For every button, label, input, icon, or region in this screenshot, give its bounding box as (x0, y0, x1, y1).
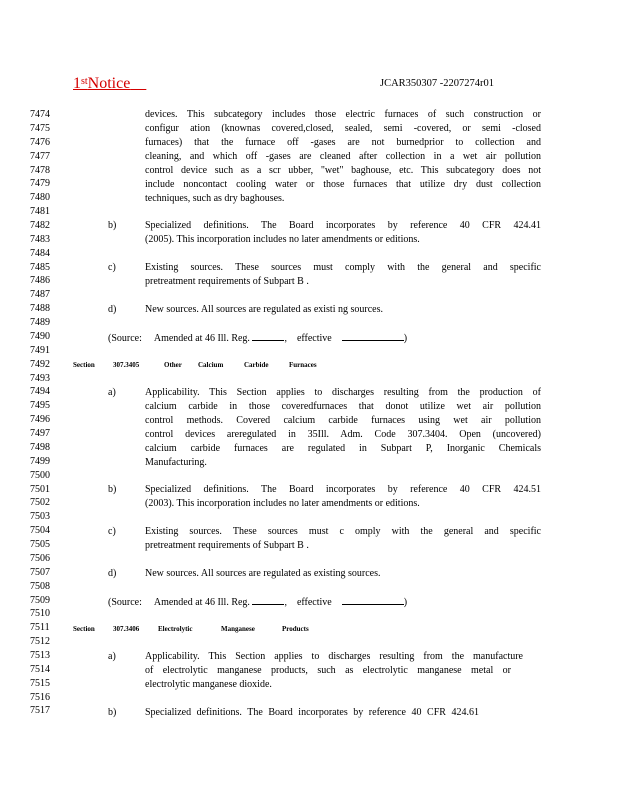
text-line-7494: Applicability. This Section applies to discharges resulting from the production of (145, 387, 541, 398)
notice-number: 1 (73, 75, 81, 92)
text-line-7498: calcium carbide furnaces are regulated in Subpart P, Inorganic Chemicals (145, 443, 541, 454)
line-number: 7514 (30, 663, 50, 675)
text-line-7502: (2003). This incorporation includes no later amendments or editions. (145, 498, 420, 509)
section-title-word: Products (282, 625, 309, 633)
section-title-word: Electrolytic (158, 625, 193, 633)
text-line-7497: control devices areregulated in 35Ill. Adm. Code 307.3404. Open (uncovered) (145, 429, 541, 440)
line-number: 7490 (30, 330, 50, 342)
line-number: 7510 (30, 608, 50, 620)
line-number: 7476 (30, 136, 50, 148)
line-number: 7487 (30, 289, 50, 301)
effective-date-blank (342, 595, 404, 605)
line-number: 7489 (30, 317, 50, 328)
line-number: 7482 (30, 220, 50, 231)
source-note: (Source: Amended at 46 Ill. Reg. , effective ) (108, 333, 408, 344)
line-number: 7494 (30, 386, 50, 398)
text-line-7504: Existing sources. These sources must c omply with the general and specific (145, 526, 541, 537)
text-line-7478: control device such as a scr ubber, "wet" baghouse, etc. This subcategory does not (145, 165, 541, 176)
line-number: 7501 (30, 483, 50, 495)
subsection-label-a: a) (108, 651, 116, 662)
line-number: 7504 (30, 525, 50, 537)
section-number: 307.3405 (113, 361, 140, 369)
section-word: Section (73, 625, 95, 633)
text-line-7486: pretreatment requirements of Subpart B . (145, 276, 309, 287)
text-line-7477: cleaning, and which off -gases are cleaned after collection in a wet air pollution (145, 151, 541, 162)
line-number: 7495 (30, 400, 50, 412)
text-line-7507: New sources. All sources are regulated as existing sources. (145, 568, 381, 579)
section-title-word: Furnaces (289, 361, 317, 369)
jcar-code: JCAR350307 -2207274r01 (380, 78, 495, 89)
line-number: 7493 (30, 372, 50, 384)
line-number: 7474 (30, 109, 50, 120)
line-number: 7513 (30, 649, 50, 661)
text-line-7496: control methods. Covered calcium carbide furnaces using wet air pollution (145, 415, 541, 426)
subsection-label-d: d) (108, 304, 117, 315)
subsection-label-b: b) (108, 707, 117, 718)
reg-blank (252, 331, 284, 341)
subsection-label-c: c) (108, 526, 116, 537)
line-number: 7515 (30, 677, 50, 689)
line-number: 7506 (30, 552, 50, 564)
line-number: 7499 (30, 455, 50, 467)
line-number: 7500 (30, 469, 50, 481)
line-number: 7486 (30, 275, 50, 287)
text-line-7482: Specialized definitions. The Board incorporates by reference 40 CFR 424.41 (145, 220, 541, 231)
section-title-word: Calcium (198, 361, 224, 369)
source-effective: effective (296, 597, 332, 608)
text-line-7499: Manufacturing. (145, 457, 207, 468)
subsection-label-b: b) (108, 484, 117, 495)
line-number: 7483 (30, 233, 50, 245)
subsection-label-b: b) (108, 220, 117, 231)
section-word: Section (73, 361, 95, 369)
line-number: 7492 (30, 358, 50, 370)
section-number: 307.3406 (113, 625, 140, 633)
line-number: 7511 (30, 622, 50, 634)
line-number: 7480 (30, 192, 50, 204)
line-number: 7488 (30, 303, 50, 315)
text-line-7483: (2005). This incorporation includes no later amendments or editions. (145, 234, 420, 245)
section-title-word: Other (164, 361, 182, 369)
line-number: 7508 (30, 580, 50, 592)
subsection-label-a: a) (108, 387, 116, 398)
line-number: 7497 (30, 428, 50, 439)
source-close: ) (403, 333, 408, 344)
line-number: 7481 (30, 206, 50, 218)
line-number: 7491 (30, 344, 50, 356)
section-title-word: Manganese (221, 625, 255, 633)
text-line-7474: devices. This subcategory includes those electric furnaces of such construction or (145, 109, 541, 120)
text-line-7488: New sources. All sources are regulated as existi ng sources. (145, 304, 383, 315)
source-prefix: (Source: (108, 333, 142, 344)
line-number: 7484 (30, 247, 50, 259)
line-number: 7517 (30, 705, 50, 717)
line-number: 7505 (30, 539, 50, 550)
line-number: 7498 (30, 441, 50, 453)
source-close: ) (403, 597, 408, 608)
text-line-7505: pretreatment requirements of Subpart B . (145, 540, 309, 551)
line-number: 7496 (30, 414, 50, 426)
source-note: (Source: Amended at 46 Ill. Reg. , effective ) (108, 597, 408, 608)
line-number: 7512 (30, 636, 50, 648)
text-line-7475: configur ation (knownas covered,closed, sealed, semi -covered, or semi -closed (145, 123, 541, 134)
line-number: 7502 (30, 497, 50, 509)
source-amended: Amended at 46 Ill. Reg. (153, 333, 250, 344)
notice-heading (73, 74, 146, 94)
notice-word: Notice (87, 75, 131, 92)
line-number: 7479 (30, 178, 50, 190)
text-line-7517: Specialized definitions. The Board incorporates by reference 40 CFR 424.61 (145, 707, 479, 718)
line-number: 7477 (30, 150, 50, 162)
text-line-7480: techniques, such as dry baghouses. (145, 193, 285, 204)
line-number: 7509 (30, 594, 50, 606)
text-line-7479: include noncontact cooling water or those furnaces that utilize dry dust collection (145, 179, 541, 190)
line-number: 7516 (30, 691, 50, 703)
line-number: 7503 (30, 511, 50, 523)
source-prefix: (Source: (108, 597, 142, 608)
source-amended: Amended at 46 Ill. Reg. (153, 597, 250, 608)
effective-date-blank (342, 331, 404, 341)
text-line-7514: of electrolytic manganese products, such as electrolytic manganese metal or (145, 665, 511, 676)
text-line-7476: furnaces) that the furnace off -gases are not burnedprior to collection and (145, 137, 541, 148)
section-title-word: Carbide (244, 361, 269, 369)
subsection-label-d: d) (108, 568, 117, 579)
reg-blank (252, 595, 284, 605)
text-line-7495: calcium carbide in those coveredfurnaces that donot utilize wet air pollution (145, 401, 541, 412)
line-number: 7475 (30, 122, 50, 134)
notice-ordinal-suffix: st (81, 76, 88, 87)
line-number: 7507 (30, 566, 50, 578)
text-line-7515: electrolytic manganese dioxide. (145, 679, 272, 690)
subsection-label-c: c) (108, 262, 116, 273)
line-number: 7478 (30, 164, 50, 176)
text-line-7501: Specialized definitions. The Board incorporates by reference 40 CFR 424.51 (145, 484, 541, 495)
line-number: 7485 (30, 261, 50, 273)
source-effective: effective (296, 333, 332, 344)
text-line-7513: Applicability. This Section applies to discharges resulting from the manufacture (145, 651, 523, 662)
text-line-7485: Existing sources. These sources must comply with the general and specific (145, 262, 541, 273)
